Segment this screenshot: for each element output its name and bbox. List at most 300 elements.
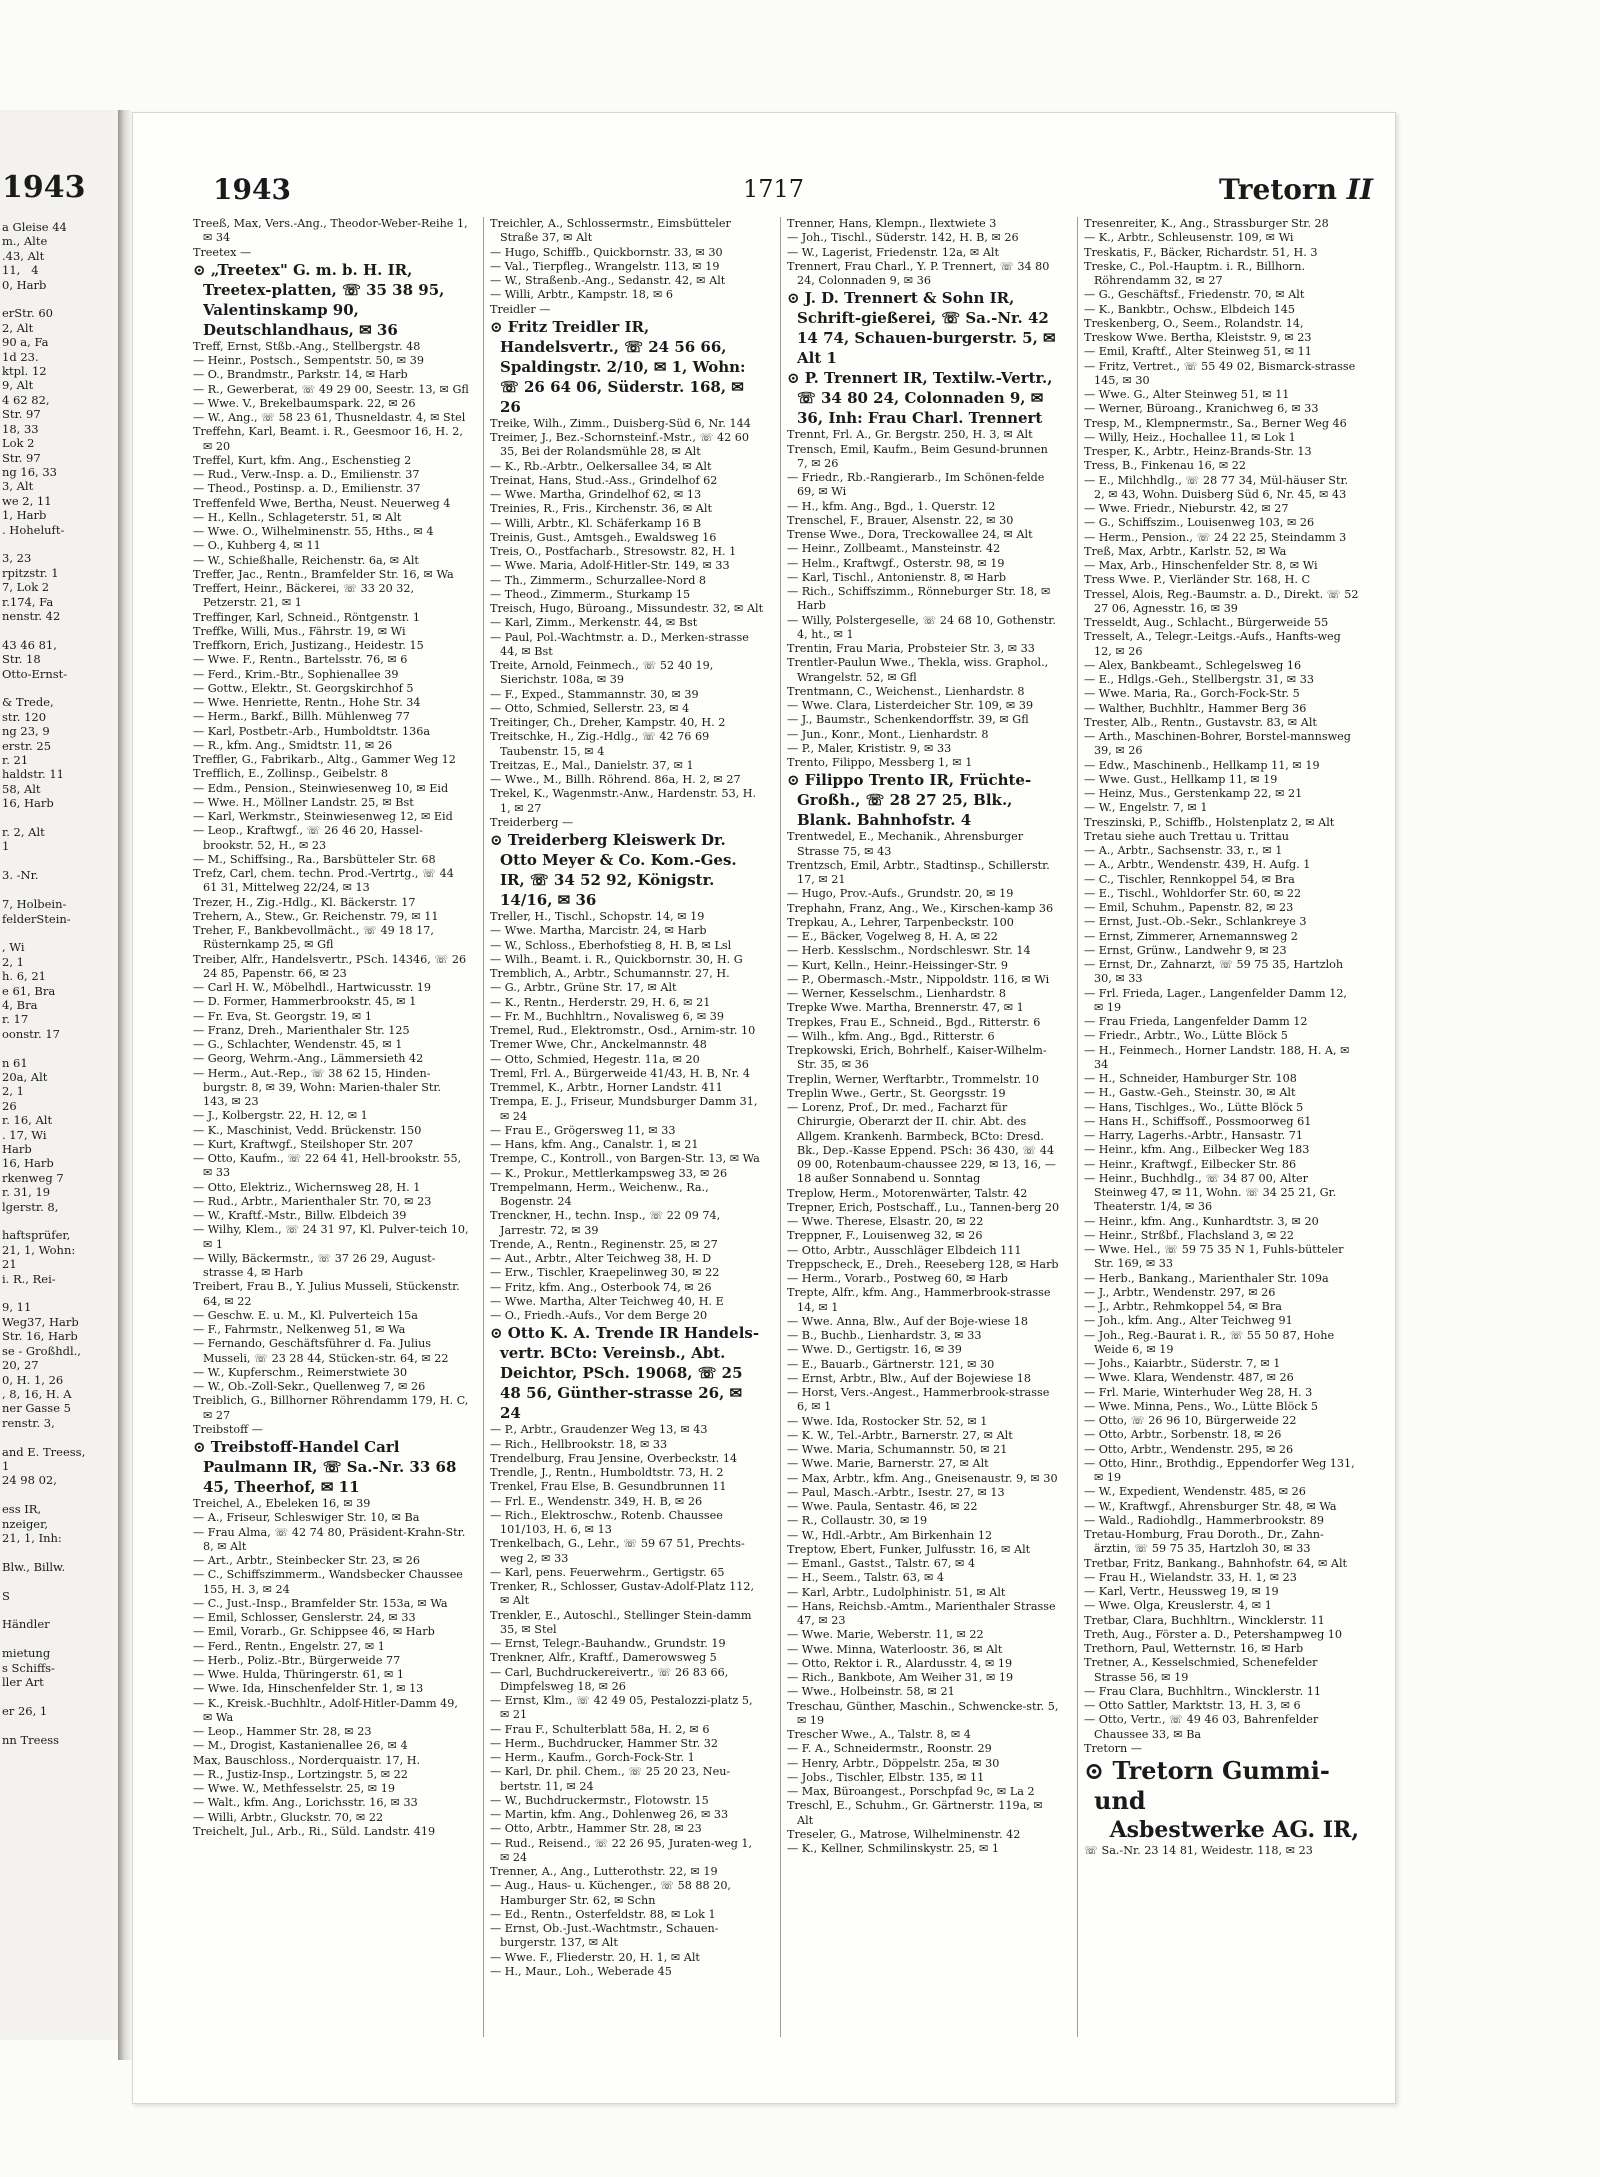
- directory-entry: Treppscheck, E., Dreh., Reeseberg 128, ✉ Harb: [787, 1257, 1059, 1271]
- directory-entry: — Carl H. W., Möbelhdl., Hartwicusstr. 19: [193, 981, 432, 994]
- directory-entry: — Henry, Arbtr., Döppelstr. 25a, ✉ 30: [787, 1756, 1000, 1770]
- directory-entry: — Ernst, Dr., Zahnarzt, ☏ 59 75 35, Hartzloh 30, ✉ 33: [1084, 958, 1344, 986]
- directory-entry: Tremer Wwe, Chr., Anckelmannstr. 48: [490, 1038, 707, 1052]
- directory-entry: Treffke, Willi, Mus., Fährstr. 19, ✉ Wi: [193, 624, 406, 638]
- directory-entry: — P., Arbtr., Graudenzer Weg 13, ✉ 43: [490, 1423, 708, 1437]
- directory-entry: — K., Bankbtr., Ochsw., Elbdeich 145: [1084, 302, 1296, 316]
- directory-entry: Trenner, A., Ang., Lutterothstr. 22, ✉ 19: [490, 1865, 718, 1878]
- directory-entry: — Herm., Kaufm., Gorch-Fock-Str. 1: [490, 1751, 695, 1764]
- directory-entry: — Joh., Tischl., Süderstr. 142, H. B, ✉ 26: [787, 231, 1019, 245]
- directory-entry: — M., Drogist, Kastanienallee 26, ✉ 4: [193, 1739, 408, 1753]
- directory-entry: — Walther, Buchhltr., Hammer Berg 36: [1084, 701, 1307, 715]
- directory-entry: — Willy, Polstergeselle, ☏ 24 68 10, Gothenstr. 4, ht., ✉ 1: [787, 613, 1056, 641]
- directory-entry: — Herm., Buchdrucker, Hammer Str. 32: [490, 1736, 719, 1750]
- directory-entry: Trenschel, F., Brauer, Alsenstr. 22, ✉ 30: [787, 513, 1014, 527]
- directory-entry: — Willi, Arbtr., Gluckstr. 70, ✉ 22: [193, 1810, 384, 1824]
- directory-entry: — Max, Arbtr., kfm. Ang., Gneisenaustr. 9, ✉ 30: [787, 1471, 1058, 1485]
- directory-entry: Tremel, Rud., Elektromstr., Osd., Arnim-str. 10: [490, 1024, 756, 1037]
- directory-entry: — Wwe. Marie, Weberstr. 11, ✉ 22: [787, 1628, 984, 1642]
- directory-entry: — Karl, Vertr., Heussweg 19, ✉ 19: [1084, 1585, 1279, 1598]
- directory-entry: — Hugo, Schiffb., Quickbornstr. 33, ✉ 30: [490, 245, 723, 259]
- directory-entry: — O., Brandmstr., Parkstr. 14, ✉ Harb: [193, 368, 408, 382]
- directory-entry: Treinis, Gust., Amtsgeh., Ewaldsweg 16: [490, 530, 717, 544]
- directory-entry: — Heinr., Postsch., Sempentstr. 50, ✉ 39: [193, 354, 424, 367]
- directory-entry: Treher, F., Bankbevollmächt., ☏ 49 18 17, Rüsternkamp 25, ✉ Gfl: [193, 924, 434, 952]
- directory-entry: — W., Engelstr. 7, ✉ 1: [1084, 801, 1208, 815]
- directory-entry: — C., Tischler, Rennkoppel 54, ✉ Bra: [1084, 872, 1295, 886]
- directory-entry: — W., Hdl.-Arbtr., Am Birkenhain 12: [787, 1528, 993, 1542]
- directory-entry: — Willi, Arbtr., Kl. Schäferkamp 16 B: [490, 516, 702, 530]
- directory-entry: — Wwe. Klara, Wendenstr. 487, ✉ 26: [1084, 1371, 1294, 1385]
- directory-entry: — E., Bauarb., Gärtnerstr. 121, ✉ 30: [787, 1357, 995, 1371]
- directory-entry: — Wwe. H., Möllner Landstr. 25, ✉ Bst: [193, 795, 414, 809]
- directory-entry: — Jun., Konr., Mont., Lienhardstr. 8: [787, 727, 989, 741]
- directory-entry: — B., Buchb., Lienhardstr. 3, ✉ 33: [787, 1329, 982, 1342]
- directory-entry: Tresenreiter, K., Ang., Strassburger Str. 28: [1084, 217, 1329, 230]
- directory-entry: — R., Collaustr. 30, ✉ 19: [787, 1514, 928, 1528]
- directory-entry: Treetex —: [193, 245, 252, 259]
- directory-entry: Treffenfeld Wwe, Bertha, Neust. Neuerweg 4: [193, 496, 451, 510]
- directory-entry: — Wwe. G., Alter Steinweg 51, ✉ 11: [1084, 388, 1290, 401]
- directory-entry: — Ernst, Ob.-Just.-Wachtmstr., Schauen-burgerstr. 137, ✉ Alt: [490, 1922, 719, 1950]
- directory-entry: — Th., Zimmerm., Schurzallee-Nord 8: [490, 573, 707, 587]
- directory-entry: — Aut., Arbtr., Alter Teichweg 38, H. D: [490, 1252, 712, 1265]
- directory-entry: Trefz, Carl, chem. techn. Prod.-Vertrtg., ☏ 44 61 31, Mittelweg 22/24, ✉ 13: [193, 867, 454, 895]
- directory-entry: — G., Arbtr., Grüne Str. 17, ✉ Alt: [490, 981, 677, 995]
- directory-entry: — W., Kraftf.-Mstr., Billw. Elbdeich 39: [193, 1209, 407, 1222]
- directory-entry: — Wwe. Maria, Adolf-Hitler-Str. 149, ✉ 33: [490, 559, 730, 573]
- directory-entry: — C., Just.-Insp., Bramfelder Str. 153a, ✉ Wa: [193, 1596, 448, 1610]
- directory-entry: Treß, Max, Arbtr., Karlstr. 52, ✉ Wa: [1084, 544, 1287, 558]
- directory-entry: — Friedr., Arbtr., Wo., Lütte Blöck 5: [1084, 1029, 1288, 1043]
- directory-entry: — K., Prokur., Mettlerkampsweg 33, ✉ 26: [490, 1166, 728, 1180]
- directory-entry: Trepte, Alfr., kfm. Ang., Hammerbrook-strasse 14, ✉ 1: [787, 1286, 1051, 1314]
- directory-entry: Tretbar, Clara, Buchhltrn., Wincklerstr. 11: [1084, 1613, 1325, 1627]
- directory-entry: — F., Fahrmstr., Nelkenweg 51, ✉ Wa: [193, 1323, 406, 1336]
- directory-entry: Trentler-Paulun Wwe., Thekla, wiss. Graphol., Wrangelstr. 52, ✉ Gfl: [787, 656, 1049, 684]
- directory-entry: Treeß, Max, Vers.-Ang., Theodor-Weber-Reihe 1, ✉ 34: [193, 217, 468, 245]
- header-surname: [1219, 173, 1373, 206]
- directory-entry: Treidler —: [490, 302, 551, 316]
- directory-entry: Trephahn, Franz, Ang., We., Kirschen-kamp 36: [787, 901, 1054, 915]
- directory-entry: — Jobs., Tischler, Elbstr. 135, ✉ 11: [787, 1770, 985, 1784]
- directory-entry: — Frl. Frieda, Lager., Langenfelder Damm 12, ✉ 19: [1084, 986, 1347, 1014]
- directory-entry: — Wwe. Maria, Schumannstr. 50, ✉ 21: [787, 1443, 1008, 1456]
- directory-entry: Asbestwerke AG. IR,: [1109, 1817, 1359, 1843]
- directory-entry: Treplow, Herm., Motorenwärter, Talstr. 42: [787, 1186, 1028, 1200]
- directory-entry: — Willi, Arbtr., Kampstr. 18, ✉ 6: [490, 288, 674, 302]
- directory-entry: Max, Bauschloss., Norderquaistr. 17, H.: [193, 1753, 421, 1767]
- directory-entry: — Wwe., Holbeinstr. 58, ✉ 21: [787, 1685, 955, 1699]
- directory-entry: ⊙ Treibstoff-Handel Carl Paulmann IR, ☏ Sa.-Nr. 33 68 45, Theerhof, ✉ 11: [193, 1438, 457, 1496]
- directory-entry: — Art., Arbtr., Steinbecker Str. 23, ✉ 26: [193, 1554, 421, 1567]
- directory-entry: — Otto, Schmied, Hegestr. 11a, ✉ 20: [490, 1052, 700, 1066]
- directory-entry: ⊙ Filippo Trento IR, Früchte-Großh., ☏ 28 27 25, Blk., Blank. Bahnhofstr. 4: [787, 771, 1032, 830]
- directory-entry: Trennert, Frau Charl., Y. P. Trennert, ☏ 34 80 24, Colonnaden 9, ✉ 36: [787, 259, 1050, 287]
- directory-entry: — C., Schiffszimmerm., Wandsbecker Chaussee 155, H. 3, ✉ 24: [193, 1568, 463, 1596]
- directory-entry: — Werner, Büroang., Kranichweg 6, ✉ 33: [1084, 402, 1319, 416]
- directory-entry: — J., Kolbergstr. 22, H. 12, ✉ 1: [193, 1109, 368, 1123]
- directory-entry: — Emil, Schuhm., Papenstr. 82, ✉ 23: [1084, 901, 1294, 914]
- directory-entry: — Wwe. Martha, Marcistr. 24, ✉ Harb: [490, 924, 707, 938]
- directory-entry: — Joh., kfm. Ang., Alter Teichweg 91: [1084, 1314, 1293, 1328]
- directory-entry: Trempa, E. J., Friseur, Mundsburger Damm 31, ✉ 24: [490, 1095, 758, 1123]
- directory-entry: — Herm., Pension., ☏ 24 22 25, Steindamm 3: [1084, 530, 1347, 544]
- directory-entry: ⊙ J. D. Trennert & Sohn IR, Schrift-gießerei, ☏ Sa.-Nr. 42 14 74, Schauen-burgerstr. 5, ✉ Alt 1: [787, 289, 1056, 368]
- directory-entry: — Wwe. Clara, Listerdeicher Str. 109, ✉ 39: [787, 699, 1034, 712]
- directory-entry: Treike, Wilh., Zimm., Duisberg-Süd 6, Nr. 144: [490, 416, 751, 430]
- directory-entry: — Wwe. Ida, Hinschenfelder Str. 1, ✉ 13: [193, 1682, 424, 1696]
- directory-entry: — Martin, kfm. Ang., Dohlenweg 26, ✉ 33: [490, 1808, 729, 1821]
- directory-entry: — Frau Frieda, Langenfelder Damm 12: [1084, 1015, 1308, 1028]
- directory-entry: — P., Maler, Krististr. 9, ✉ 33: [787, 741, 952, 755]
- directory-entry: Treis, O., Postfacharb., Stresowstr. 82, H. 1: [490, 545, 737, 558]
- directory-entry: — Fr. Eva, St. Georgstr. 19, ✉ 1: [193, 1009, 372, 1023]
- directory-entry: — Willy, Bäckermstr., ☏ 37 26 29, August-strasse 4, ✉ Harb: [193, 1251, 436, 1279]
- directory-entry: — K., Rentn., Herderstr. 29, H. 6, ✉ 21: [490, 995, 711, 1009]
- directory-entry: — O., Friedh.-Aufs., Vor dem Berge 20: [490, 1309, 708, 1322]
- directory-entry: — Otto, Arbtr., Sorbenstr. 18, ✉ 26: [1084, 1428, 1282, 1442]
- directory-entry: — Wwe. Ida, Rostocker Str. 52, ✉ 1: [787, 1414, 988, 1428]
- directory-entry: — Ferd., Rentn., Engelstr. 27, ✉ 1: [193, 1639, 385, 1653]
- directory-entry: Trekel, K., Wagenmstr.-Anw., Hardenstr. 53, H. 1, ✉ 27: [490, 787, 757, 815]
- directory-entry: Trester, Alb., Rentn., Gustavstr. 83, ✉ Alt: [1084, 715, 1317, 729]
- directory-entry: — Kurt, Kelln., Heinr.-Heissinger-Str. 9: [787, 958, 1008, 972]
- directory-entry: Trento, Filippo, Messberg 1, ✉ 1: [787, 756, 973, 769]
- directory-entry: — P., Obermasch.-Mstr., Nippoldstr. 116, ✉ Wi: [787, 972, 1050, 986]
- directory-entry: — Herb., Bankang., Marienthaler Str. 109a: [1084, 1271, 1329, 1285]
- directory-entry: — E., Tischl., Wohldorfer Str. 60, ✉ 22: [1084, 886, 1302, 900]
- directory-entry: — Karl, Zimm., Merkenstr. 44, ✉ Bst: [490, 616, 698, 630]
- directory-entry: — Wwe. F., Rentn., Bartelsstr. 76, ✉ 6: [193, 653, 408, 667]
- directory-entry: Tretner, A., Kesselschmied, Schenefelder Strasse 56, ✉ 19: [1084, 1656, 1318, 1684]
- directory-entry: — W., Buchdruckermstr., Flotowstr. 15: [490, 1793, 709, 1807]
- directory-entry: Trescher Wwe., A., Talstr. 8, ✉ 4: [787, 1728, 971, 1741]
- directory-entry: Treller, H., Tischl., Schopstr. 14, ✉ 19: [490, 910, 705, 923]
- directory-entry: ⊙ Tretorn Gummi- und: [1084, 1756, 1330, 1815]
- directory-entry: — Kurt, Kraftwgf., Steilshoper Str. 207: [193, 1137, 414, 1151]
- directory-entry: Treplin Wwe., Gertr., St. Georgsstr. 19: [787, 1086, 1006, 1100]
- directory-entry: — W., Ang., ☏ 58 23 61, Thusneldastr. 4, ✉ Stel: [193, 411, 466, 424]
- directory-entry: — K., Kreisk.-Buchhltr., Adolf-Hitler-Damm 49, ✉ Wa: [193, 1696, 458, 1724]
- directory-entry: — Rud., Arbtr., Marienthaler Str. 70, ✉ 23: [193, 1194, 432, 1208]
- directory-entry: — M., Schiffsing., Ra., Barsbütteler Str. 68: [193, 852, 436, 866]
- directory-entry: Treskow Wwe. Bertha, Kleiststr. 9, ✉ 23: [1084, 331, 1312, 344]
- directory-entry: ⊙ „Treetex" G. m. b. H. IR, Treetex-platten, ☏ 35 38 95, Valentinskamp 90, Deutschlandhaus, ✉ 36: [193, 260, 445, 339]
- directory-entry: — Ernst, Grünw., Landwehr 9, ✉ 23: [1084, 943, 1287, 957]
- directory-entry: — Heinr., Zollbeamt., Mansteinstr. 42: [787, 542, 1001, 556]
- directory-entry: — W., Straßenb.-Ang., Sedanstr. 42, ✉ Alt: [490, 274, 726, 287]
- directory-entry: — Wwe. Maria, Ra., Gorch-Fock-Str. 5: [1084, 687, 1300, 701]
- directory-entry: — Herm., Vorarb., Postweg 60, ✉ Harb: [787, 1272, 1008, 1285]
- directory-entry: Treschl, E., Schuhm., Gr. Gärtnerstr. 119a, ✉ Alt: [787, 1799, 1043, 1827]
- directory-entry: — Arth., Maschinen-Bohrer, Borstel-mannsweg 39, ✉ 26: [1084, 730, 1351, 758]
- directory-entry: — Herm., Barkf., Billh. Mühlenweg 77: [193, 710, 410, 724]
- directory-entry: Treichler, A., Schlossermstr., Eimsbütteler Straße 37, ✉ Alt: [490, 217, 731, 245]
- directory-entry: Tress Wwe. P., Vierländer Str. 168, H. C: [1084, 573, 1311, 587]
- directory-entry: — Herb., Poliz.-Btr., Bürgerweide 77: [193, 1653, 401, 1667]
- directory-entry: — Werner, Kesselschm., Lienhardstr. 8: [787, 987, 1007, 1000]
- directory-entry: — G., Schiffszim., Louisenweg 103, ✉ 26: [1084, 516, 1315, 530]
- directory-entry: — Frau Clara, Buchhltrn., Wincklerstr. 11: [1084, 1684, 1322, 1698]
- directory-entry: Treitschke, H., Zig.-Hdlg., ☏ 42 76 69 Taubenstr. 15, ✉ 4: [490, 730, 710, 758]
- directory-entry: Treiber, Alfr., Handelsvertr., PSch. 14346, ☏ 26 24 85, Papenstr. 66, ✉ 23: [193, 952, 467, 980]
- directory-entry: — Wwe. D., Gertigstr. 16, ✉ 39: [787, 1343, 962, 1357]
- directory-entry: — Edm., Pension., Steinwiesenweg 10, ✉ Eid: [193, 781, 449, 795]
- directory-entry: — Wilh., kfm. Ang., Bgd., Ritterstr. 6: [787, 1029, 995, 1043]
- directory-entry: — Otto, Vertr., ☏ 49 46 03, Bahrenfelder Chaussee 33, ✉ Ba: [1084, 1713, 1319, 1741]
- directory-entry: Trepkau, A., Lehrer, Tarpenbeckstr. 100: [787, 915, 1014, 929]
- directory-entry: — R., Justiz-Insp., Lortzingstr. 5, ✉ 22: [193, 1767, 408, 1781]
- directory-entry: — W., Expedient, Wendenstr. 485, ✉ 26: [1084, 1485, 1306, 1499]
- directory-entry: — Geschw. E. u. M., Kl. Pulverteich 15a: [193, 1308, 418, 1322]
- directory-entry: — Fr. M., Buchhltrn., Novalisweg 6, ✉ 39: [490, 1009, 724, 1023]
- directory-entry: Tremmel, K., Arbtr., Horner Landstr. 411: [490, 1081, 723, 1094]
- directory-entry: — Leop., Hammer Str. 28, ✉ 23: [193, 1725, 372, 1738]
- directory-entry: — Wwe. Paula, Sentastr. 46, ✉ 22: [787, 1500, 978, 1513]
- directory-entry: — Otto, Arbtr., Hammer Str. 28, ✉ 23: [490, 1822, 702, 1836]
- directory-entry: — Ed., Rentn., Osterfeldstr. 88, ✉ Lok 1: [490, 1907, 716, 1921]
- directory-entry: — Rich., Schiffszimm., Rönneburger Str. 18, ✉ Harb: [787, 585, 1051, 613]
- directory-entry: — Max, Büroangest., Porschpfad 9c, ✉ La 2: [787, 1785, 1035, 1798]
- directory-entry: — W., Schloss., Eberhofstieg 8, H. B, ✉ Lsl: [490, 938, 732, 952]
- left-page-year: 1943: [2, 170, 86, 205]
- directory-entry: — Val., Tierpfleg., Wrangelstr. 113, ✉ 19: [490, 259, 720, 273]
- directory-entry: Treseler, G., Matrose, Wilhelminenstr. 42: [787, 1827, 1021, 1841]
- directory-entry: Tretau-Homburg, Frau Doroth., Dr., Zahn-ärztin, ☏ 59 75 35, Hartzloh 30, ✉ 33: [1084, 1528, 1324, 1556]
- directory-entry: — W., Kupferschm., Reimerstwiete 30: [193, 1365, 408, 1379]
- directory-entry: — E., Milchhdlg., ☏ 28 77 34, Mül-häuser Str. 2, ✉ 43, Wohn. Duisberg Süd 6, Nr. 45, ✉ 43: [1084, 473, 1349, 501]
- directory-entry: — K., Maschinist, Vedd. Brückenstr. 150: [193, 1123, 422, 1137]
- directory-entry: Trethorn, Paul, Wetternstr. 16, ✉ Harb: [1084, 1642, 1304, 1655]
- directory-entry: — Erw., Tischler, Kraepelinweg 30, ✉ 22: [490, 1266, 720, 1280]
- directory-entry: — F., Exped., Stammannstr. 30, ✉ 39: [490, 687, 699, 701]
- directory-entry: Treffel, Kurt, kfm. Ang., Eschenstieg 2: [193, 453, 412, 467]
- directory-entry: — G., Schlachter, Wendenstr. 45, ✉ 1: [193, 1038, 403, 1051]
- directory-entry: Trendelburg, Frau Jensine, Overbeckstr. 14: [490, 1451, 738, 1465]
- directory-entry: Trensch, Emil, Kaufm., Beim Gesund-brunnen 7, ✉ 26: [787, 442, 1048, 470]
- directory-entry: Tretau siehe auch Trettau u. Trittau: [1084, 829, 1290, 843]
- directory-entry: — A., Arbtr., Sachsenstr. 33, r., ✉ 1: [1084, 844, 1283, 857]
- directory-entry: Tresp, M., Klempnermstr., Sa., Berner Weg 46: [1084, 416, 1347, 430]
- directory-entry: — Wwe. Henriette, Rentn., Hohe Str. 34: [193, 696, 421, 709]
- directory-entry: Treth, Aug., Förster a. D., Petershampweg 10: [1084, 1627, 1343, 1641]
- directory-entry: Tresseldt, Aug., Schlacht., Bürgerweide 55: [1084, 616, 1329, 629]
- directory-entry: Tremblich, A., Arbtr., Schumannstr. 27, H.: [490, 967, 730, 980]
- directory-entry: Treichelt, Jul., Arb., Ri., Süld. Landstr. 419: [193, 1824, 436, 1838]
- directory-entry: — J., Arbtr., Wendenstr. 297, ✉ 26: [1084, 1285, 1276, 1299]
- directory-entry: — Franz, Dreh., Marienthaler Str. 125: [193, 1023, 410, 1037]
- directory-entry: — Heinr., kfm. Ang., Eilbecker Weg 183: [1084, 1143, 1310, 1157]
- left-page-fragment: [0, 110, 119, 2040]
- directory-entry: — H., Seem., Talstr. 63, ✉ 4: [787, 1571, 945, 1585]
- directory-entry: — Heinr., kfm. Ang., Kunhardtstr. 3, ✉ 20: [1084, 1214, 1319, 1228]
- directory-entry: — Karl, Dr. phil. Chem., ☏ 25 20 23, Neu-bertstr. 11, ✉ 24: [490, 1765, 731, 1793]
- directory-entry: — Wwe. Martha, Grindelhof 62, ✉ 13: [490, 488, 702, 501]
- page-number: 1717: [743, 175, 805, 203]
- directory-entry: — Wwe. Friedr., Nieburstr. 42, ✉ 27: [1084, 502, 1289, 515]
- directory-entry: Treszinski, P., Schiffb., Holstenplatz 2, ✉ Alt: [1084, 815, 1335, 829]
- directory-entry: Tretbar, Fritz, Bankang., Bahnhofstr. 64, ✉ Alt: [1084, 1556, 1348, 1570]
- directory-entry: — Willy, Heiz., Hochallee 11, ✉ Lok 1: [1084, 430, 1296, 444]
- directory-entry: — Wilh., Beamt. i. R., Quickbornstr. 30, H. G: [490, 952, 743, 966]
- directory-entry: — K. W., Tel.-Arbtr., Barnerstr. 27, ✉ Alt: [787, 1428, 1013, 1442]
- book-gutter: [118, 110, 132, 2060]
- directory-entry: Treffehn, Karl, Beamt. i. R., Geesmoor 16, H. 2, ✉ 20: [193, 425, 463, 453]
- directory-page: [132, 112, 1396, 2104]
- header-section: II: [1346, 173, 1373, 206]
- directory-entry: — Frau F., Schulterblatt 58a, H. 2, ✉ 6: [490, 1722, 710, 1736]
- directory-entry: Trempelmann, Herm., Weichenw., Ra., Bogenstr. 24: [490, 1180, 709, 1208]
- directory-entry: — Walt., kfm. Ang., Lorichsstr. 16, ✉ 33: [193, 1796, 418, 1810]
- directory-entry: — Otto, ☏ 26 96 10, Bürgerweide 22: [1084, 1414, 1297, 1427]
- directory-entry: Treff, Ernst, Stßb.-Ang., Stellbergstr. 48: [193, 339, 421, 353]
- directory-entry: — Ferd., Krim.-Btr., Sophienallee 39: [193, 667, 399, 681]
- directory-entry: — Hans, Reichsb.-Amtm., Marienthaler Strasse 47, ✉ 23: [787, 1599, 1056, 1627]
- directory-entry: — G., Geschäftsf., Friedenstr. 70, ✉ Alt: [1084, 288, 1305, 302]
- directory-entry: — Wwe. Marie, Barnerstr. 27, ✉ Alt: [787, 1457, 989, 1471]
- directory-entry: — E., Bäcker, Vogelweg 8, H. A, ✉ 22: [787, 930, 998, 943]
- directory-entry: — R., Gewerberat, ☏ 49 29 00, Seestr. 13, ✉ Gfl: [193, 382, 469, 396]
- directory-entry: Tresselt, A., Telegr.-Leitgs.-Aufs., Hanfts-weg 12, ✉ 26: [1084, 630, 1341, 658]
- directory-entry: Treichel, A., Ebeleken 16, ✉ 39: [193, 1497, 371, 1510]
- directory-entry: Treffer, Jac., Rentn., Bramfelder Str. 16, ✉ Wa: [193, 567, 454, 581]
- directory-entry: Treinies, R., Fris., Kirchenstr. 36, ✉ Alt: [490, 502, 712, 516]
- directory-entry: — Edw., Maschinenb., Hellkamp 11, ✉ 19: [1084, 758, 1320, 772]
- directory-columns: [187, 217, 1373, 2037]
- directory-entry: — Otto, Schmied, Sellerstr. 23, ✉ 4: [490, 701, 690, 715]
- directory-entry: — Wwe., M., Billh. Röhrend. 86a, H. 2, ✉ 27: [490, 773, 741, 786]
- directory-entry: Trenckner, H., techn. Insp., ☏ 22 09 74, Jarrestr. 72, ✉ 39: [490, 1209, 721, 1237]
- directory-entry: — Theod., Zimmerm., Sturkamp 15: [490, 587, 691, 601]
- directory-entry: — J., Baumstr., Schenkendorffstr. 39, ✉ Gfl: [787, 713, 1029, 727]
- directory-entry: — Hugo, Prov.-Aufs., Grundstr. 20, ✉ 19: [787, 887, 1014, 901]
- directory-entry: Trepkes, Frau E., Schneid., Bgd., Ritterstr. 6: [787, 1015, 1041, 1029]
- directory-entry: Trentwedel, E., Mechanik., Ahrensburger Strasse 75, ✉ 43: [787, 830, 1024, 858]
- directory-entry: — Karl, Werkmstr., Steinwiesenweg 12, ✉ Eid: [193, 810, 453, 823]
- directory-entry: Trenkelbach, G., Lehr., ☏ 59 67 51, Prechts-weg 2, ✉ 33: [490, 1537, 745, 1565]
- directory-entry: — Otto, Elektriz., Wichernsweg 28, H. 1: [193, 1180, 421, 1194]
- directory-entry: — Emil, Vorarb., Gr. Schippsee 46, ✉ Harb: [193, 1625, 435, 1639]
- directory-entry: Trempe, C., Kontroll., von Bargen-Str. 13, ✉ Wa: [490, 1152, 760, 1166]
- directory-column: [483, 217, 768, 2037]
- directory-entry: — Heinz, Mus., Gerstenkamp 22, ✉ 21: [1084, 787, 1303, 800]
- directory-entry: — Theod., Postinsp. a. D., Emilienstr. 37: [193, 482, 421, 496]
- directory-entry: — Frl. Marie, Winterhuder Weg 28, H. 3: [1084, 1385, 1313, 1399]
- directory-entry: — Frau Alma, ☏ 42 74 80, Präsident-Krahn-Str. 8, ✉ Alt: [193, 1525, 466, 1553]
- directory-entry: ⊙ Treiderberg Kleiswerk Dr. Otto Meyer & Co. Kom.-Ges. IR, ☏ 34 52 92, Königstr. 14/16, ✉ 36: [490, 831, 737, 909]
- directory-entry: Treite, Arnold, Feinmech., ☏ 52 40 19, Sierichstr. 108a, ✉ 39: [490, 659, 714, 687]
- directory-entry: Trenkner, Alfr., Kraftf., Damerowsweg 5: [490, 1651, 717, 1665]
- directory-entry: — H., Gastw.-Geh., Steinstr. 30, ✉ Alt: [1084, 1086, 1296, 1100]
- directory-entry: — Wwe. Minna, Pens., Wo., Lütte Blöck 5: [1084, 1399, 1319, 1413]
- directory-entry: Trezer, H., Zig.-Hdlg., Kl. Bäckerstr. 17: [193, 895, 416, 909]
- directory-entry: — Otto, Rektor i. R., Alardusstr. 4, ✉ 19: [787, 1656, 1013, 1670]
- directory-entry: — Rud., Verw.-Insp. a. D., Emilienstr. 37: [193, 468, 420, 481]
- header-year: 1943: [213, 173, 291, 206]
- directory-entry: — Wwe. Hel., ☏ 59 75 35 N 1, Fuhls-bütteler Str. 169, ✉ 33: [1084, 1243, 1344, 1271]
- directory-entry: — Friedr., Rb.-Rangierarb., Im Schönen-felde 69, ✉ Wi: [787, 471, 1045, 499]
- directory-entry: — Otto, Kaufm., ☏ 22 64 41, Hell-brookstr. 55, ✉ 33: [193, 1152, 462, 1180]
- directory-entry: — Gottw., Elektr., St. Georgskirchhof 5: [193, 681, 414, 695]
- directory-entry: — H., kfm. Ang., Bgd., 1. Querstr. 12: [787, 499, 996, 513]
- directory-entry: Treml, Frl. A., Bürgerweide 41/43, H. B, Nr. 4: [490, 1066, 750, 1080]
- directory-entry: — Heinr., Strßbf., Flachsland 3, ✉ 22: [1084, 1228, 1295, 1242]
- directory-entry: Treffert, Heinr., Bäckerei, ☏ 33 20 32, Petzerstr. 21, ✉ 1: [193, 582, 415, 610]
- directory-entry: — Joh., Reg.-Baurat i. R., ☏ 55 50 87, Hohe Weide 6, ✉ 19: [1084, 1328, 1335, 1356]
- directory-entry: Treffkorn, Erich, Justizang., Heidestr. 15: [193, 639, 424, 652]
- directory-entry: ☏ Sa.-Nr. 23 14 81, Weidestr. 118, ✉ 23: [1084, 1844, 1313, 1857]
- directory-entry: — Wald., Radiohdlg., Hammerbrookstr. 89: [1084, 1513, 1325, 1527]
- directory-entry: — Wwe. O., Wilhelminenstr. 55, Hths., ✉ 4: [193, 525, 434, 538]
- directory-entry: Trepner, Erich, Postschaff., Lu., Tannen-berg 20: [787, 1200, 1060, 1214]
- directory-entry: Treisch, Hugo, Büroang., Missundestr. 32, ✉ Alt: [490, 602, 764, 615]
- directory-entry: — E., Hdlgs.-Geh., Stellbergstr. 31, ✉ 33: [1084, 673, 1314, 686]
- directory-entry: — H., Feinmech., Horner Landstr. 188, H. A, ✉ 34: [1084, 1043, 1350, 1071]
- directory-entry: Trehern, A., Stew., Gr. Reichenstr. 79, ✉ 11: [193, 909, 439, 923]
- directory-entry: Treptow, Ebert, Funker, Julfusstr. 16, ✉ Alt: [787, 1542, 1031, 1556]
- directory-entry: — Carl, Buchdruckereivertr., ☏ 26 83 66, Dimpfelsweg 18, ✉ 26: [490, 1665, 729, 1693]
- directory-entry: — Aug., Haus- u. Küchenger., ☏ 58 88 20, Hamburger Str. 62, ✉ Schn: [490, 1879, 731, 1907]
- directory-entry: Trentzsch, Emil, Arbtr., Stadtinsp., Schillerstr. 17, ✉ 21: [787, 858, 1050, 886]
- directory-entry: — Hans, kfm. Ang., Canalstr. 1, ✉ 21: [490, 1138, 699, 1151]
- page-header: [213, 173, 1373, 213]
- directory-entry: Trendle, J., Rentn., Humboldtstr. 73, H. 2: [490, 1466, 724, 1479]
- directory-entry: Trense Wwe., Dora, Treckowallee 24, ✉ Alt: [787, 528, 1033, 541]
- directory-entry: Trennt, Frl. A., Gr. Bergstr. 250, H. 3, ✉ Alt: [787, 428, 1033, 442]
- directory-entry: Trefflich, E., Zollinsp., Geibelstr. 8: [193, 767, 389, 781]
- directory-entry: Treitzas, E., Mal., Danielstr. 37, ✉ 1: [490, 758, 694, 772]
- directory-entry: — K., Rb.-Arbtr., Oelkersallee 34, ✉ Alt: [490, 459, 712, 473]
- directory-entry: Treffinger, Karl, Schneid., Röntgenstr. 1: [193, 610, 421, 624]
- directory-entry: — Max, Arb., Hinschenfelder Str. 8, ✉ Wi: [1084, 559, 1318, 572]
- directory-entry: — D. Former, Hammerbrookstr. 45, ✉ 1: [193, 995, 417, 1009]
- directory-entry: — Otto, Hinr., Brothdig., Eppendorfer Weg 131, ✉ 19: [1084, 1456, 1355, 1484]
- header-surname-text: Tretorn: [1218, 173, 1338, 206]
- directory-entry: — Harry, Lagerhs.-Arbtr., Hansastr. 71: [1084, 1129, 1303, 1142]
- directory-entry: — H., Schneider, Hamburger Str. 108: [1084, 1072, 1297, 1085]
- directory-entry: Trenner, Hans, Klempn., Ilextwiete 3: [787, 217, 997, 230]
- directory-entry: — Wilhy, Klem., ☏ 24 31 97, Kl. Pulver-teich 10, ✉ 1: [193, 1223, 469, 1251]
- directory-entry: — Emil, Schlosser, Genslerstr. 24, ✉ 33: [193, 1611, 416, 1624]
- directory-entry: — Herb. Kesslschm., Nordschleswr. Str. 14: [787, 944, 1031, 958]
- directory-entry: — Karl, Postbetr.-Arb., Humboldtstr. 136a: [193, 724, 431, 738]
- directory-entry: Treibstoff —: [193, 1422, 263, 1436]
- directory-entry: ⊙ Fritz Treidler IR, Handelsvertr., ☏ 24 56 66, Spaldingstr. 2/10, ✉ 1, Wohn: ☏ 26 64 06, Süderstr. 168, ✉ 26: [490, 317, 746, 416]
- directory-entry: — W., Kraftwgf., Ahrensburger Str. 48, ✉ Wa: [1084, 1499, 1337, 1513]
- directory-entry: — Horst, Vers.-Angest., Hammerbrook-strasse 6, ✉ 1: [787, 1386, 1050, 1414]
- directory-column: [780, 217, 1065, 2037]
- directory-entry: — Ernst, Telegr.-Bauhandw., Grundstr. 19: [490, 1637, 726, 1650]
- directory-entry: — Rich., Hellbrookstr. 18, ✉ 33: [490, 1437, 668, 1451]
- directory-entry: — Ernst, Zimmerer, Arnemannsweg 2: [1084, 929, 1298, 943]
- directory-entry: Trentin, Frau Maria, Probsteier Str. 3, ✉ 33: [787, 642, 1035, 655]
- directory-entry: — H., Kelln., Schlageterstr. 51, ✉ Alt: [193, 510, 402, 524]
- directory-entry: — Fernando, Geschäftsführer d. Fa. Julius Musseli, ☏ 23 28 44, Stücken-str. 64, ✉ 22: [193, 1337, 449, 1365]
- directory-entry: ⊙ Otto K. A. Trende IR Handels-vertr. BCto: Vereinsb., Abt. Deichtor, PSch. 19068, ☏ 25 48 56, Günther-strasse 26, ✉ 24: [490, 1324, 760, 1423]
- directory-entry: Treppner, F., Louisenweg 32, ✉ 26: [787, 1229, 983, 1243]
- directory-entry: — H., Maur., Loh., Weberade 45: [490, 1964, 672, 1978]
- directory-column: [1077, 217, 1362, 2037]
- directory-entry: — O., Kuhberg 4, ✉ 11: [193, 539, 321, 553]
- directory-entry: — Paul, Pol.-Wachtmstr. a. D., Merken-strasse 44, ✉ Bst: [490, 630, 749, 658]
- directory-entry: — Wwe. W., Methfesselstr. 25, ✉ 19: [193, 1782, 395, 1795]
- directory-entry: — Karl, pens. Feuerwehrm., Gertigstr. 65: [490, 1565, 725, 1579]
- directory-entry: Tretorn —: [1084, 1741, 1142, 1755]
- directory-entry: — Herm., Aut.-Rep., ☏ 38 62 15, Hinden-burgstr. 8, ✉ 39, Wohn: Marien-thaler Str. 143, ✉ 23: [193, 1066, 442, 1108]
- directory-entry: — Wwe. Gust., Hellkamp 11, ✉ 19: [1084, 772, 1278, 786]
- directory-entry: — Ernst, Klm., ☏ 42 49 05, Pestalozzi-platz 5, ✉ 21: [490, 1694, 753, 1722]
